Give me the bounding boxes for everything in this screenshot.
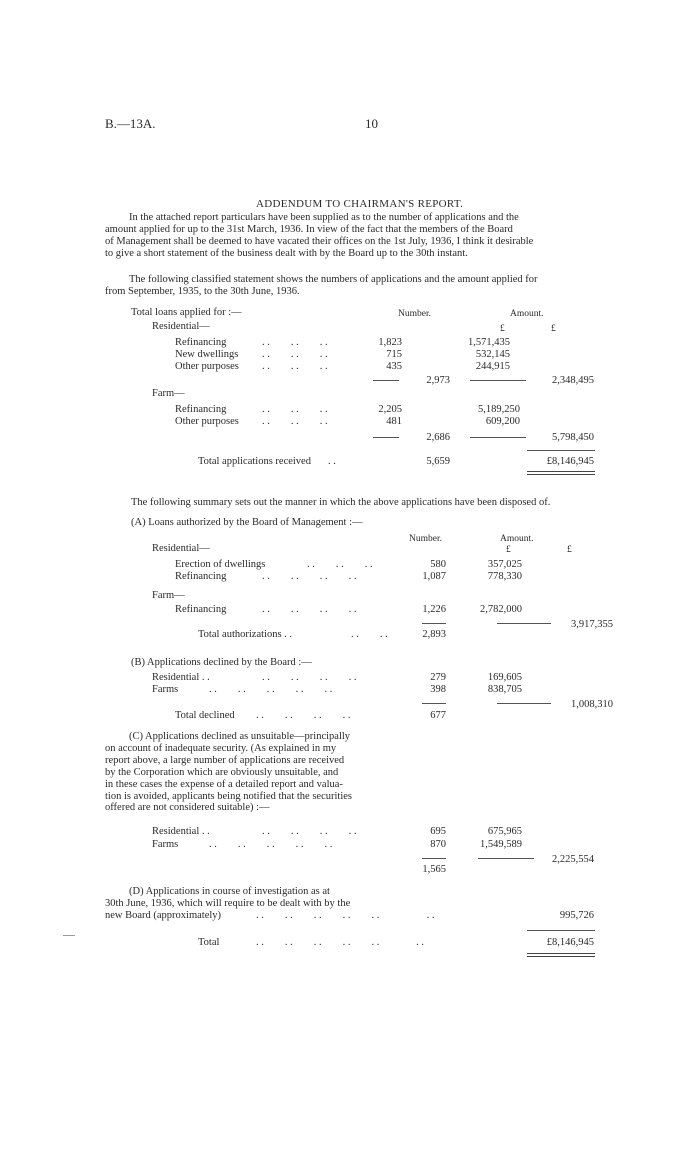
sectionA-residential-label: Residential— xyxy=(152,543,210,554)
subtotal-rule xyxy=(497,703,551,704)
subtotal-rule xyxy=(497,623,551,624)
farm-total-amount: 5,798,450 xyxy=(552,432,594,443)
row-number: 580 xyxy=(430,559,446,570)
row-amount: 169,605 xyxy=(487,672,522,683)
subtotal-rule xyxy=(373,437,399,438)
row-number: 1,226 xyxy=(422,604,446,615)
row-label: Refinancing xyxy=(175,404,227,415)
sectionC-paragraph xyxy=(105,731,401,814)
sectionC-line: on account of inadequate security. (As explained in my xyxy=(105,742,337,754)
row-amount: 244,915 xyxy=(475,361,510,372)
row-leader: . . . . . . . . xyxy=(256,710,351,721)
sectionA-total-amount: 3,917,355 xyxy=(571,619,613,630)
residential-total-number: 2,973 xyxy=(426,375,450,386)
table1-total-number: 5,659 xyxy=(426,456,450,467)
row-number: 1,087 xyxy=(422,571,446,582)
table1-col-amount: Amount. xyxy=(510,309,544,319)
table1-total-label: Total applications received xyxy=(198,456,311,467)
classified-line: The following classified statement shows the numbers of applications and the amount applied for xyxy=(129,274,538,285)
intro-line: In the attached report particulars have been supplied as to the number of applications and the xyxy=(129,212,519,223)
row-amount: 532,145 xyxy=(475,349,510,360)
row-leader: . . . . . . xyxy=(262,349,328,360)
row-leader: . . . . . . xyxy=(307,559,373,570)
total-rule xyxy=(527,930,595,931)
sectionA-heading: (A) Loans authorized by the Board of Management :— xyxy=(131,517,363,528)
sectionA-farm-label: Farm— xyxy=(152,590,185,601)
margin-mark xyxy=(63,935,75,936)
sectionB-total-number: 677 xyxy=(430,710,446,721)
subtotal-rule xyxy=(470,437,526,438)
sectionA-total-number: 2,893 xyxy=(422,629,446,640)
double-rule xyxy=(527,471,595,475)
subtotal-rule xyxy=(422,703,446,704)
sectionC-line: (C) Applications declined as unsuitable—principally xyxy=(129,731,351,742)
row-amount: 675,965 xyxy=(487,826,522,837)
row-label: Erection of dwellings xyxy=(175,559,266,570)
total-rule xyxy=(527,450,595,451)
sectionC-line: offered are not considered suitable) :— xyxy=(105,802,270,814)
row-number: 1,823 xyxy=(378,337,402,348)
table1-total-amount: £8,146,945 xyxy=(546,456,594,467)
row-amount: 1,571,435 xyxy=(468,337,510,348)
residential-total-amount: 2,348,495 xyxy=(552,375,594,386)
page-number: 10 xyxy=(365,116,378,131)
sectionD-amount: 995,726 xyxy=(559,910,594,921)
grand-total-label: Total xyxy=(198,937,220,948)
pound-sign: £ xyxy=(567,545,572,555)
classified-line: from September, 1935, to the 30th June, 1936. xyxy=(105,285,300,297)
row-label: Other purposes xyxy=(175,416,239,427)
sectionB-heading: (B) Applications declined by the Board :— xyxy=(131,657,312,668)
row-leader: . . . . xyxy=(351,629,388,640)
row-number: 481 xyxy=(386,416,402,427)
row-leader: . . . . . . . . xyxy=(262,604,357,615)
row-number: 870 xyxy=(430,839,446,850)
table1-residential-label: Residential— xyxy=(152,321,210,332)
row-leader: . . . . . . . . . . xyxy=(209,839,333,850)
sectionC-line: in these cases the expense of a detailed report and valua- xyxy=(105,778,343,790)
row-amount: 5,189,250 xyxy=(478,404,520,415)
row-amount: 838,705 xyxy=(487,684,522,695)
running-header: B.—13A. xyxy=(105,116,156,131)
sectionD-line: (D) Applications in course of investigation as at xyxy=(129,886,330,897)
row-label: Refinancing xyxy=(175,571,227,582)
double-rule xyxy=(527,953,595,957)
pound-sign: £ xyxy=(506,545,511,555)
row-number: 2,205 xyxy=(378,404,402,415)
intro-paragraph xyxy=(105,212,635,260)
subtotal-rule xyxy=(422,623,446,624)
row-label: Farms xyxy=(152,839,179,850)
subtotal-rule xyxy=(470,380,526,381)
farm-total-number: 2,686 xyxy=(426,432,450,443)
row-amount: 1,549,589 xyxy=(480,839,522,850)
sectionC-line: tion is avoided, applicants being notified that the securities xyxy=(105,790,352,802)
row-label: Refinancing xyxy=(175,337,227,348)
row-leader: . . . . . . xyxy=(262,416,328,427)
summary-line: The following summary sets out the manner in which the above applications have been disposed of. xyxy=(131,497,551,508)
pound-sign: £ xyxy=(551,324,556,334)
row-amount: 609,200 xyxy=(485,416,520,427)
row-amount: 778,330 xyxy=(487,571,522,582)
row-number: 435 xyxy=(386,361,402,372)
intro-line: to give a short statement of the business dealt with by the Board up to the 30th instant. xyxy=(105,247,468,259)
row-number: 715 xyxy=(386,349,402,360)
row-leader: . . . . . . xyxy=(262,337,328,348)
row-leader: . . . . . . . . xyxy=(262,672,357,683)
row-amount: 2,782,000 xyxy=(480,604,522,615)
sectionD-line: 30th June, 1936, which will require to be dealt with by the xyxy=(105,897,351,909)
page-title: ADDENDUM TO CHAIRMAN'S REPORT. xyxy=(256,198,464,210)
row-leader: . . . . . . . . . . . . xyxy=(256,910,435,921)
row-label: Other purposes xyxy=(175,361,239,372)
sectionC-total-number: 1,565 xyxy=(422,864,446,875)
sectionA-total-label: Total authorizations . . xyxy=(198,629,293,640)
sectionA-col-number: Number. xyxy=(409,534,442,544)
subtotal-rule xyxy=(478,858,534,859)
intro-line: amount applied for up to the 31st March, 1936. In view of the fact that the members of the Board xyxy=(105,223,513,235)
row-leader: . . . . . . . . xyxy=(262,571,357,582)
intro-line: of Management shall be deemed to have vacated their offices on the 1st July, 1936, I think it desirable xyxy=(105,235,534,247)
table1-heading: Total loans applied for :— xyxy=(131,307,242,318)
row-leader: . . . . . . . . . . xyxy=(209,684,333,695)
sectionD-line: new Board (approximately) xyxy=(105,909,222,921)
row-label: Farms xyxy=(152,684,179,695)
sectionA-col-amount: Amount. xyxy=(500,534,534,544)
sectionC-line: report above, a large number of applications are received xyxy=(105,754,345,766)
sectionC-line: by the Corporation which are obviously unsuitable, and xyxy=(105,766,339,778)
sectionB-total-label: Total declined xyxy=(175,710,235,721)
row-leader: . . . . . . . . . . . . xyxy=(256,937,424,948)
subtotal-rule xyxy=(422,858,446,859)
row-number: 279 xyxy=(430,672,446,683)
row-label: Refinancing xyxy=(175,604,227,615)
pound-sign: £ xyxy=(500,324,505,334)
row-leader: . . . . . . xyxy=(262,404,328,415)
sectionB-total-amount: 1,008,310 xyxy=(571,699,613,710)
grand-total-amount: £8,146,945 xyxy=(546,937,594,948)
row-number: 398 xyxy=(430,684,446,695)
row-leader: . . . . . . xyxy=(262,361,328,372)
subtotal-rule xyxy=(373,380,399,381)
sectionC-total-amount: 2,225,554 xyxy=(552,854,594,865)
row-label: Residential . . xyxy=(152,672,210,683)
row-amount: 357,025 xyxy=(487,559,522,570)
classified-paragraph xyxy=(105,274,635,298)
row-leader: . . . . . . . . xyxy=(262,826,357,837)
row-leader: . . xyxy=(328,456,336,467)
row-label: New dwellings xyxy=(175,349,239,360)
table1-farm-label: Farm— xyxy=(152,388,185,399)
table1-col-number: Number. xyxy=(398,309,431,319)
row-number: 695 xyxy=(430,826,446,837)
row-label: Residential . . xyxy=(152,826,210,837)
